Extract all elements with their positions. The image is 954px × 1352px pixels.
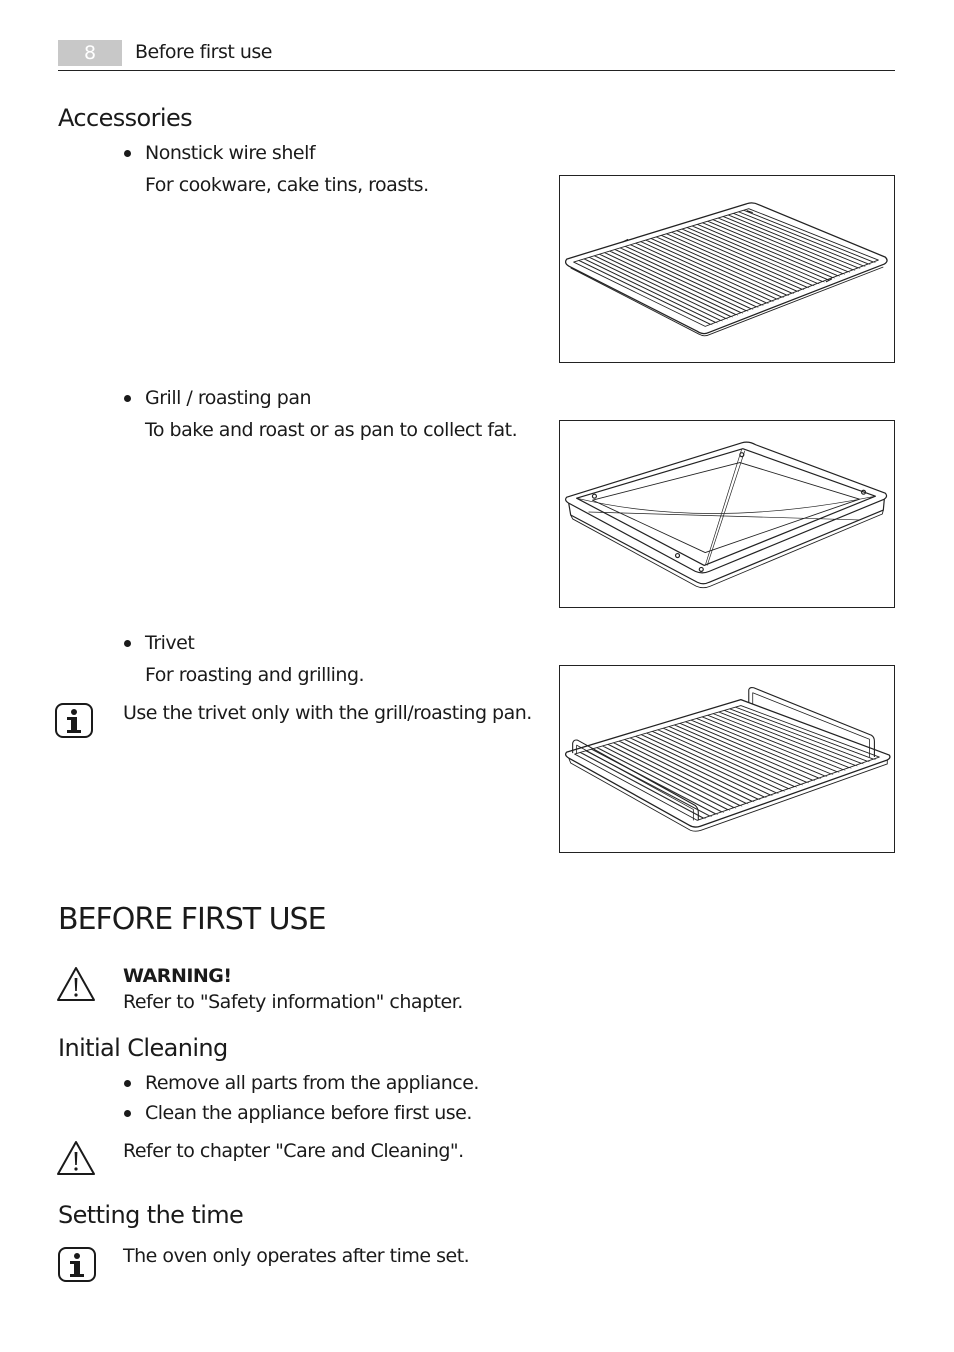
cleaning-note: Refer to chapter "Care and Cleaning". [123,1140,464,1162]
warning-icon [56,1138,96,1178]
cleaning-step: Clean the appliance before first use. [145,1102,472,1124]
roasting-pan-illustration [559,420,895,608]
running-header-title: Before first use [135,41,272,63]
bullet [124,395,131,402]
info-icon [57,1244,97,1284]
page-number: 8 [58,40,122,66]
accessory-desc-wire-shelf: For cookware, cake tins, roasts. [145,174,429,196]
wire-shelf-illustration [559,175,895,363]
bullet [124,640,131,647]
accessory-desc-roasting-pan: To bake and roast or as pan to collect fat. [145,419,518,441]
accessories-heading: Accessories [58,104,193,132]
accessory-name-trivet: Trivet [145,632,195,654]
cleaning-step: Remove all parts from the appliance. [145,1072,479,1094]
trivet-note: Use the trivet only with the grill/roasting pan. [123,702,532,724]
accessory-name-wire-shelf: Nonstick wire shelf [145,142,316,164]
accessory-name-roasting-pan: Grill / roasting pan [145,387,312,409]
setting-time-heading: Setting the time [58,1201,244,1229]
info-icon [54,700,94,740]
warning-icon [56,964,96,1004]
bullet [124,150,131,157]
warning-text: Refer to "Safety information" chapter. [123,991,463,1013]
header-divider [58,70,895,71]
bullet [124,1080,131,1087]
initial-cleaning-heading: Initial Cleaning [58,1034,228,1062]
setting-time-note: The oven only operates after time set. [123,1245,470,1267]
chapter-heading: BEFORE FIRST USE [58,902,326,937]
bullet [124,1110,131,1117]
trivet-illustration [559,665,895,853]
warning-label: WARNING! [123,965,232,987]
accessory-desc-trivet: For roasting and grilling. [145,664,365,686]
